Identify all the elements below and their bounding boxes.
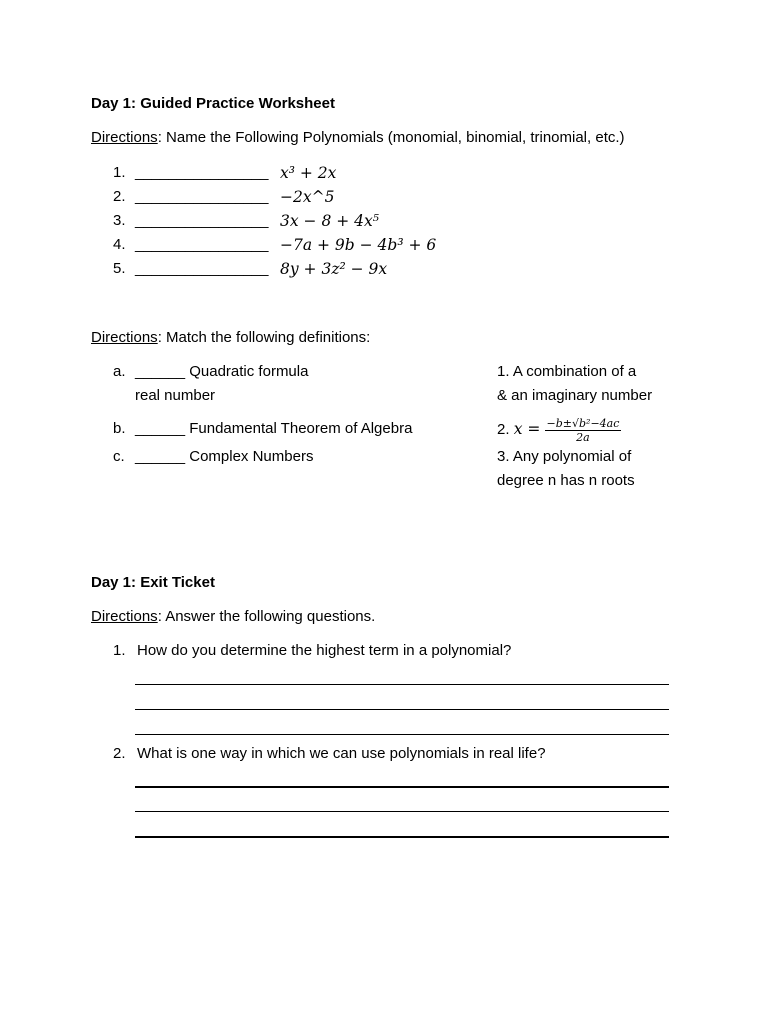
blank-line[interactable]: ________________ bbox=[135, 212, 269, 229]
directions-label: Directions bbox=[91, 329, 158, 346]
list-item bbox=[113, 259, 126, 279]
match-letter: b. bbox=[113, 420, 126, 437]
answer-blank[interactable]: ______ bbox=[135, 363, 186, 380]
directions-text: : Name the Following Polynomials (monomial, binomial, trinomial, etc.) bbox=[157, 129, 625, 146]
polynomial-expression bbox=[280, 187, 334, 207]
list-item bbox=[113, 163, 126, 183]
match-term: Quadratic formula bbox=[189, 363, 309, 380]
directions-1 bbox=[91, 128, 625, 148]
answer-blank[interactable]: ______ bbox=[135, 448, 186, 465]
blank-line[interactable]: ________________ bbox=[135, 260, 269, 277]
question-number: 2. bbox=[113, 745, 126, 762]
match-item-c bbox=[135, 447, 313, 467]
answer-blank[interactable] bbox=[135, 235, 268, 255]
definition-1-line2: & an imaginary number bbox=[497, 387, 653, 404]
list-item bbox=[113, 235, 126, 255]
polynomial-expression bbox=[280, 259, 387, 279]
definition-3-line1: 3. Any polynomial of bbox=[497, 448, 632, 465]
item-number: 4. bbox=[113, 236, 126, 253]
match-term: Complex Numbers bbox=[189, 448, 314, 465]
directions-2 bbox=[91, 328, 370, 348]
answer-line[interactable] bbox=[135, 734, 669, 735]
answer-line[interactable] bbox=[135, 709, 669, 710]
question-number: 1. bbox=[113, 642, 126, 659]
question-1-text: How do you determine the highest term in a polynomial? bbox=[137, 642, 512, 659]
answer-blank[interactable] bbox=[135, 211, 268, 231]
match-term-continuation: real number bbox=[135, 387, 216, 404]
list-item bbox=[113, 187, 126, 207]
match-letter: c. bbox=[113, 448, 125, 465]
blank-line[interactable]: ________________ bbox=[135, 188, 269, 205]
answer-blank[interactable] bbox=[135, 163, 268, 183]
match-term: Fundamental Theorem of Algebra bbox=[189, 420, 413, 437]
expr-text: x³ + 2x bbox=[280, 164, 337, 182]
match-item-a bbox=[135, 362, 308, 382]
expr-text: 3x − 8 + 4x⁵ bbox=[280, 212, 379, 230]
answer-line[interactable] bbox=[135, 811, 669, 812]
definition-3-line2: degree n has n roots bbox=[497, 472, 635, 489]
expr-text: 8y + 3z² − 9x bbox=[280, 260, 388, 278]
directions-label: Directions bbox=[91, 129, 158, 146]
answer-line[interactable] bbox=[135, 786, 669, 788]
worksheet-title: Day 1: Guided Practice Worksheet bbox=[91, 95, 335, 112]
exit-ticket-title: Day 1: Exit Ticket bbox=[91, 574, 215, 591]
item-number: 2. bbox=[113, 188, 126, 205]
answer-line[interactable] bbox=[135, 684, 669, 685]
item-number: 3. bbox=[113, 212, 126, 229]
definition-1-line1: 1. A combination of a bbox=[497, 363, 637, 380]
expr-text: −7a + 9b − 4b³ + 6 bbox=[280, 236, 437, 254]
polynomial-expression bbox=[280, 235, 436, 255]
item-number: 1. bbox=[113, 164, 126, 181]
question-2-text: What is one way in which we can use polynomials in real life? bbox=[137, 745, 546, 762]
formula-lhs: x = bbox=[513, 420, 541, 438]
definition-number: 2. bbox=[497, 421, 514, 438]
directions-text: : Match the following definitions: bbox=[157, 329, 371, 346]
fraction-denominator: 2a bbox=[576, 430, 590, 444]
directions-3 bbox=[91, 607, 375, 627]
directions-label: Directions bbox=[91, 608, 158, 625]
definition-2-formula bbox=[497, 410, 621, 449]
polynomial-expression bbox=[280, 163, 336, 183]
answer-line[interactable] bbox=[135, 836, 669, 838]
blank-line[interactable]: ________________ bbox=[135, 164, 269, 181]
answer-blank[interactable] bbox=[135, 187, 268, 207]
item-number: 5. bbox=[113, 260, 126, 277]
fraction-numerator: −b±√b²−4ac bbox=[546, 416, 620, 430]
match-letter: a. bbox=[113, 363, 126, 380]
match-item-b bbox=[135, 419, 412, 439]
blank-line[interactable]: ________________ bbox=[135, 236, 269, 253]
expr-text: −2x^5 bbox=[280, 188, 335, 206]
answer-blank[interactable]: ______ bbox=[135, 420, 186, 437]
directions-text: : Answer the following questions. bbox=[157, 608, 376, 625]
polynomial-expression bbox=[280, 211, 379, 231]
answer-blank[interactable] bbox=[135, 259, 268, 279]
list-item bbox=[113, 211, 126, 231]
quadratic-fraction bbox=[545, 417, 622, 444]
